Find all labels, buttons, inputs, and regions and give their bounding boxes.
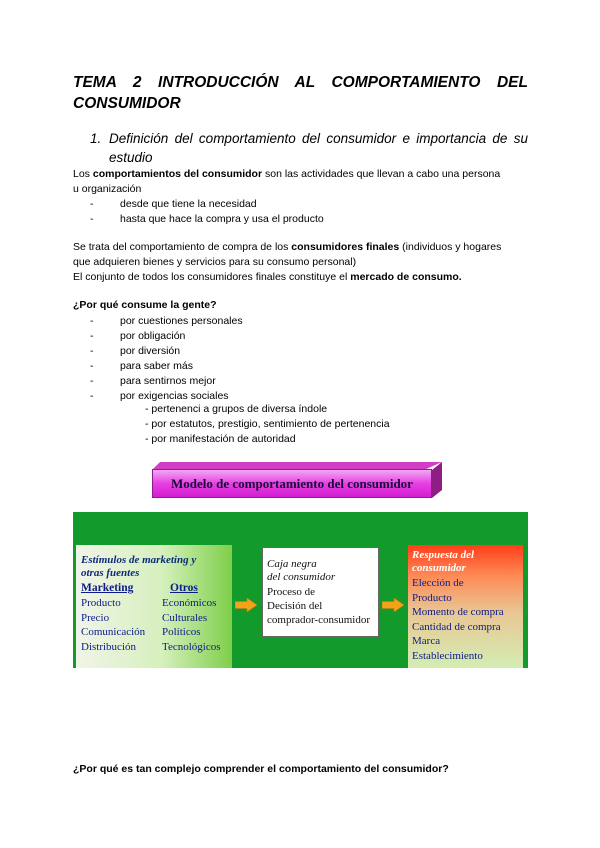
list-item: Cantidad de compra <box>412 620 501 633</box>
page-title: TEMA 2 INTRODUCCIÓN AL COMPORTAMIENTO DEL CONSUMIDOR <box>73 74 528 112</box>
list-item: - para saber más <box>90 360 193 372</box>
definition-paragraph: Los comportamientos del consumidor son las actividades que llevan a cabo una persona u organización <box>73 168 501 195</box>
list-item: Políticos <box>162 626 201 638</box>
others-column <box>162 596 221 654</box>
list-item: Distribución <box>81 640 136 653</box>
list-item: Momento de compra <box>412 606 504 618</box>
list-item: - para sentirnos mejor <box>90 375 216 387</box>
others-column-header: Otros <box>170 582 198 594</box>
list-item: - por exigencias sociales <box>90 390 229 402</box>
social-demands-sublist <box>145 402 390 447</box>
list-item: Tecnológicos <box>162 640 221 653</box>
arrow-right-icon <box>382 598 404 612</box>
list-item: - pertenenci a grupos de diversa índole <box>145 403 328 415</box>
stimuli-heading-line1: Estímulos de marketing y <box>81 554 197 566</box>
marketing-stimuli-box <box>76 545 232 668</box>
list-item: Precio <box>81 611 110 624</box>
black-box-heading-line2: del consumidor <box>267 571 336 583</box>
complexity-question: ¿Por qué es tan complejo comprender el comportamiento del consumidor? <box>73 763 449 775</box>
marketing-column-header: Marketing <box>81 582 134 594</box>
response-heading-line1: Respuesta del <box>412 549 475 561</box>
list-item: - por cuestiones personales <box>90 315 243 327</box>
banner-title: Modelo de comportamiento del consumidor <box>171 476 413 491</box>
model-banner <box>152 462 442 498</box>
consumer-behavior-diagram <box>73 512 528 668</box>
marketing-column <box>81 596 145 654</box>
list-item: - por estatutos, prestigio, sentimiento de pertenencia <box>145 418 390 430</box>
question-heading: ¿Por qué consume la gente? <box>73 299 217 311</box>
black-box <box>262 547 379 637</box>
reasons-list <box>90 314 243 404</box>
list-item: Elección de <box>412 577 464 589</box>
list-item: Producto <box>412 591 452 604</box>
list-item: Establecimiento <box>412 649 483 662</box>
list-item: - hasta que hace la compra y usa el producto <box>90 213 324 225</box>
list-item: - por obligación <box>90 330 186 342</box>
black-box-text: Proceso de Decisión del comprador-consumidor <box>267 586 371 626</box>
response-list <box>412 576 504 663</box>
section-heading: 1. Definición del comportamiento del consumidor e importancia de su estudio <box>90 131 528 165</box>
consumer-response-box <box>408 545 523 668</box>
list-item: - desde que tiene la necesidad <box>90 198 257 210</box>
list-item: Producto <box>81 597 121 609</box>
need-list <box>90 197 324 227</box>
stimuli-heading-line2: otras fuentes <box>81 567 140 579</box>
banner-side-face <box>432 462 442 498</box>
response-heading-line2: consumidor <box>412 562 466 574</box>
list-item: - por diversión <box>90 345 181 357</box>
black-box-heading-line1: Caja negra <box>267 558 317 570</box>
list-item: Marca <box>412 635 441 647</box>
list-item: Económicos <box>162 597 217 609</box>
list-item: Comunicación <box>81 626 146 638</box>
list-item: Culturales <box>162 611 208 624</box>
list-item: - por manifestación de autoridad <box>145 433 296 445</box>
final-consumers-paragraph: Se trata del comportamiento de compra de los consumidores finales (individuos y hogares que adquieren bienes y servicios para su consumo personal) El conjunto de todos los consumidores finales constituye el mercado de consumo. <box>73 241 502 283</box>
arrow-right-icon <box>235 598 257 612</box>
